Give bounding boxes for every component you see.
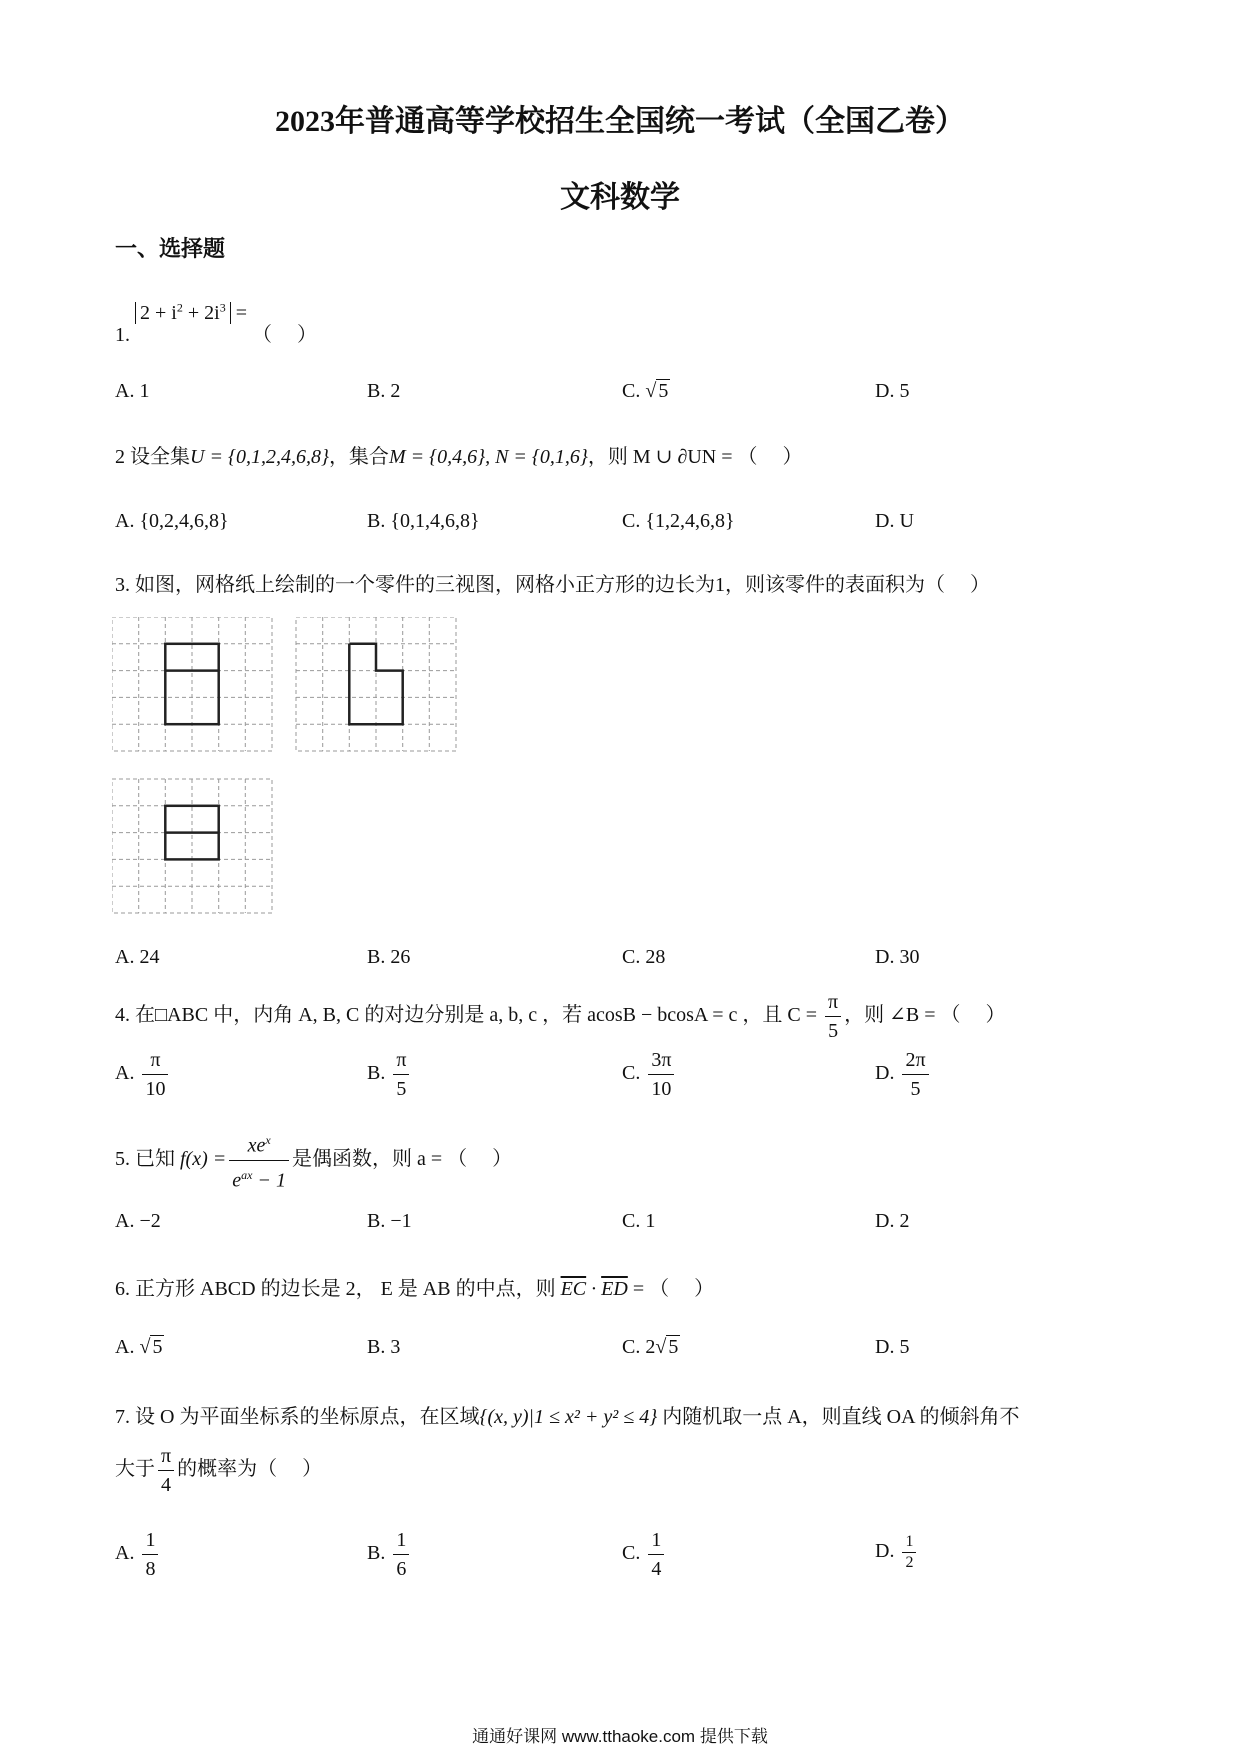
q1-option-c-value: √ 5 (645, 380, 669, 402)
page-footer: 通通好课网 www.tthaoke.com 提供下载 (472, 1727, 768, 1746)
q7-line2-b: 的概率为（ ） (177, 1458, 323, 1481)
q1-option-d: D. 5 (875, 380, 910, 402)
q3-option-a: A. 24 (115, 946, 160, 968)
q2-option-c: C. {1,2,4,6,8} (622, 510, 735, 532)
question-5 (115, 1126, 512, 1194)
q7-option-d (875, 1532, 919, 1573)
question-4 (115, 988, 1006, 1045)
q2-sets-mn: M = {0,4,6}, N = {0,1,6} (388, 446, 588, 468)
question-6 (115, 1272, 714, 1301)
q1-option-b: B. 2 (367, 380, 401, 402)
q6-option-b: B. 3 (367, 1336, 401, 1358)
three-view-figure (112, 617, 472, 917)
q7-option-b (367, 1526, 412, 1583)
q6-option-c-label: C. (622, 1336, 641, 1358)
q5-function: f(x) = (180, 1147, 227, 1170)
q7-option-c-label: C. (622, 1542, 641, 1565)
q5-option-b: B. −1 (367, 1210, 412, 1232)
q6-text: 6. 正方形 ABCD 的边长是 2， E 是 AB 的中点，则 (115, 1278, 556, 1300)
q4-option-c-value: $\frac{3\pi}{10}$ (648, 1046, 674, 1103)
side-view-grid (296, 617, 456, 751)
q5-text-b: 是偶函数，则 a = （ ） (291, 1147, 513, 1170)
q4-c-fraction: $\frac{\pi}{5}$ (825, 988, 841, 1045)
q3-option-d: D. 30 (875, 946, 920, 968)
q4-text-b: ，则 ∠B = （ ） (844, 1004, 1006, 1027)
q4-option-c-label: C. (622, 1062, 641, 1085)
q1-option-c-label: C. (622, 380, 641, 402)
q5-option-d: D. 2 (875, 1210, 910, 1232)
q4-option-a-value: $\frac{\pi}{10}$ (142, 1046, 168, 1103)
q7-option-d-value: $\frac{1}{2}$ (902, 1532, 916, 1573)
q4-text-a: 4. 在□ABC 中，内角 A, B, C 的对边分别是 a, b, c ，若 acosB − bcosA = c ，且 C = (115, 1004, 823, 1027)
q4-option-d-label: D. (875, 1062, 895, 1085)
q5-text-a: 5. 已知 (115, 1147, 175, 1170)
q7-option-d-label: D. (875, 1540, 895, 1563)
q1-option-a: A. 1 (115, 380, 150, 402)
q7-option-a-label: A. (115, 1542, 135, 1565)
q7-option-a-value: $\frac{1}{8}$ (142, 1526, 158, 1583)
q7-option-c (622, 1526, 667, 1583)
q6-tail: = （ ） (627, 1278, 715, 1300)
q6-option-a-value: √ 5 (139, 1336, 163, 1358)
question-7-line-2 (115, 1442, 322, 1499)
q6-vector-product: $\overline{EC} \cdot \overline{ED}$ (560, 1278, 628, 1300)
q1-expression: $2 + i^2 + 2i^3$ (135, 302, 231, 324)
q4-option-c (622, 1046, 677, 1103)
q2-text: 2 设全集 (115, 446, 190, 468)
q7-option-c-value: $\frac{1}{4}$ (648, 1526, 664, 1583)
q2-option-b: B. {0,1,4,6,8} (367, 510, 480, 532)
q1-blank: （ ） (251, 324, 317, 346)
q1-equals: = (235, 302, 247, 324)
q6-option-d: D. 5 (875, 1336, 910, 1358)
q7-line1-b: 内随机取一点 A，则直线 OA 的倾斜角不 (657, 1406, 1020, 1428)
q7-angle-fraction: $\frac{\pi}{4}$ (158, 1442, 174, 1499)
question-2 (115, 440, 803, 469)
q2-set-u: U = {0,1,2,4,6,8} (190, 446, 329, 468)
front-view-grid (112, 617, 272, 751)
q5-option-c: C. 1 (622, 1210, 656, 1232)
q2-tail: ，则 M ∪ ∂UN = （ ） (587, 446, 803, 468)
q6-option-c-value: 2√ 5 (645, 1336, 679, 1358)
q4-option-b-value: $\frac{\pi}{5}$ (393, 1046, 409, 1103)
q5-option-a: A. −2 (115, 1210, 161, 1232)
q6-option-c (622, 1336, 680, 1359)
exam-title: 2023年普通高等学校招生全国统一考试（全国乙卷） (275, 105, 965, 138)
q4-option-d (875, 1046, 932, 1103)
q1-option-c (622, 380, 670, 403)
q7-option-b-value: $\frac{1}{6}$ (393, 1526, 409, 1583)
q4-option-b-label: B. (367, 1062, 386, 1085)
q4-option-a (115, 1046, 171, 1103)
q4-option-a-label: A. (115, 1062, 135, 1085)
q7-option-a (115, 1526, 161, 1583)
exam-subtitle: 文科数学 (560, 181, 680, 214)
q6-option-a-label: A. (115, 1336, 135, 1358)
top-view-grid (112, 779, 272, 913)
q2-mid: ，集合 (328, 446, 389, 468)
q4-option-b (367, 1046, 412, 1103)
q4-option-d-value: $\frac{2\pi}{5}$ (902, 1046, 928, 1103)
q6-option-a (115, 1336, 164, 1359)
q2-option-d: D. U (875, 510, 914, 532)
question-1 (115, 300, 317, 347)
q3-option-b: B. 26 (367, 946, 411, 968)
q5-fraction: $\frac{xe^x}{e^{ax} - 1}$ (229, 1126, 289, 1194)
q7-line2-a: 大于 (115, 1458, 155, 1481)
q7-line1-a: 7. 设 O 为平面坐标系的坐标原点，在区域 (115, 1406, 480, 1428)
question-3: 3. 如图，网格纸上绘制的一个零件的三视图，网格小正方形的边长为1，则该零件的表面积为（ ） (115, 574, 990, 596)
q7-region: {(x, y)|1 ≤ x² + y² ≤ 4} (479, 1406, 658, 1428)
q2-option-a: A. {0,2,4,6,8} (115, 510, 229, 532)
q1-number: 1. (115, 324, 130, 346)
q7-option-b-label: B. (367, 1542, 386, 1565)
section-heading: 一、选择题 (115, 236, 226, 261)
q3-option-c: C. 28 (622, 946, 666, 968)
question-7-line-1 (115, 1400, 1019, 1429)
